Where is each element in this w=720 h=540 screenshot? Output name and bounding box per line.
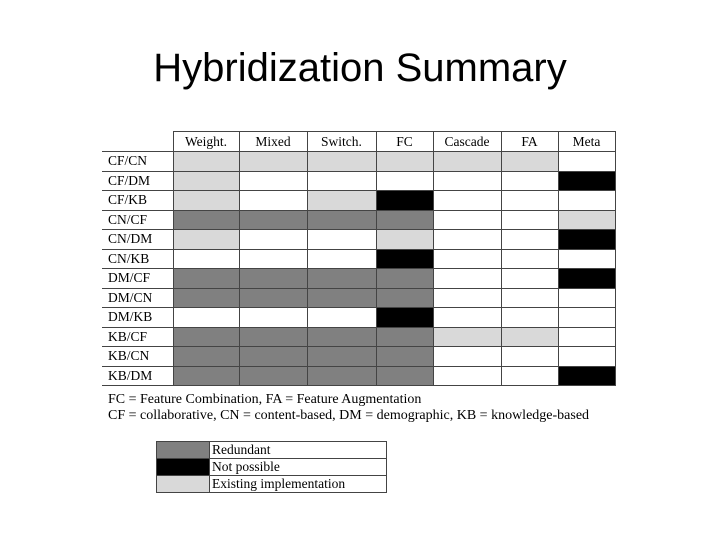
table-cell (307, 249, 376, 269)
table-cell (558, 191, 615, 211)
table-cell (376, 288, 433, 308)
table-corner (102, 132, 173, 152)
table-cell (173, 288, 239, 308)
table-cell (376, 366, 433, 386)
table-cell (239, 327, 307, 347)
table-row (102, 191, 615, 211)
row-label: DM/CF (102, 269, 173, 289)
abbreviation-note: CF = collaborative, CN = content-based, DM = demographic, KB = knowledge-based (108, 408, 590, 423)
table-cell (307, 230, 376, 250)
table-cell (558, 230, 615, 250)
table-cell (307, 308, 376, 328)
table-cell (376, 269, 433, 289)
table-cell (173, 191, 239, 211)
table-cell (307, 191, 376, 211)
table-cell (501, 152, 558, 172)
table-cell (433, 366, 501, 386)
table-cell (433, 269, 501, 289)
table-cell (307, 210, 376, 230)
table-cell (501, 269, 558, 289)
table-cell (173, 171, 239, 191)
table-cell (307, 269, 376, 289)
table-cell (307, 347, 376, 367)
legend-swatch-redundant (157, 442, 210, 459)
row-label: CN/CF (102, 210, 173, 230)
table-cell (501, 230, 558, 250)
legend-item (157, 442, 387, 459)
table-row (102, 327, 615, 347)
table-cell (501, 191, 558, 211)
column-header: FC (376, 132, 433, 152)
row-label: CN/KB (102, 249, 173, 269)
table-cell (433, 249, 501, 269)
table-cell (558, 171, 615, 191)
table-cell (376, 308, 433, 328)
table-row (102, 347, 615, 367)
table-cell (376, 249, 433, 269)
table-cell (307, 327, 376, 347)
table-cell (173, 230, 239, 250)
table-cell (501, 171, 558, 191)
legend-swatch-not-possible (157, 459, 210, 476)
table-cell (239, 152, 307, 172)
table-row (102, 171, 615, 191)
table-cell (239, 366, 307, 386)
column-header: Cascade (433, 132, 501, 152)
table-cell (501, 327, 558, 347)
table-cell (501, 366, 558, 386)
table-cell (376, 210, 433, 230)
table-cell (376, 347, 433, 367)
table-cell (239, 171, 307, 191)
table-cell (376, 171, 433, 191)
table-row (102, 366, 615, 386)
table-cell (239, 347, 307, 367)
table-cell (239, 191, 307, 211)
row-label: KB/DM (102, 366, 173, 386)
table-cell (433, 230, 501, 250)
table-cell (558, 347, 615, 367)
table-cell (239, 249, 307, 269)
legend-swatch-existing (157, 476, 210, 493)
row-label: CN/DM (102, 230, 173, 250)
table-cell (173, 327, 239, 347)
legend-item (157, 476, 387, 493)
table-cell (558, 308, 615, 328)
table-cell (173, 366, 239, 386)
table-cell (558, 366, 615, 386)
table-cell (173, 347, 239, 367)
table-cell (173, 210, 239, 230)
hybridization-table (102, 131, 616, 386)
column-header: FA (501, 132, 558, 152)
column-header: Mixed (239, 132, 307, 152)
legend-item (157, 459, 387, 476)
table-cell (376, 191, 433, 211)
table-cell (558, 269, 615, 289)
column-header: Switch. (307, 132, 376, 152)
row-label: KB/CF (102, 327, 173, 347)
legend-label: Existing implementation (210, 476, 387, 493)
table-cell (173, 269, 239, 289)
legend (156, 441, 387, 493)
table-cell (433, 152, 501, 172)
table-cell (558, 327, 615, 347)
table-cell (558, 288, 615, 308)
table-cell (433, 308, 501, 328)
table-cell (433, 171, 501, 191)
row-label: CF/KB (102, 191, 173, 211)
legend-label: Redundant (210, 442, 387, 459)
table-row (102, 249, 615, 269)
table-cell (239, 210, 307, 230)
table-cell (239, 308, 307, 328)
row-label: DM/KB (102, 308, 173, 328)
table-cell (433, 347, 501, 367)
table-cell (376, 152, 433, 172)
table-cell (307, 152, 376, 172)
table-cell (376, 230, 433, 250)
table-cell (433, 327, 501, 347)
table-cell (173, 249, 239, 269)
row-label: CF/DM (102, 171, 173, 191)
table-cell (307, 366, 376, 386)
row-label: DM/CN (102, 288, 173, 308)
column-header: Meta (558, 132, 615, 152)
column-header: Weight. (173, 132, 239, 152)
table-cell (501, 210, 558, 230)
table-cell (501, 288, 558, 308)
slide-title: Hybridization Summary (153, 46, 567, 90)
legend-label: Not possible (210, 459, 387, 476)
table-cell (558, 152, 615, 172)
table-cell (376, 327, 433, 347)
row-label: CF/CN (102, 152, 173, 172)
table-header-row (102, 132, 615, 152)
table-cell (239, 230, 307, 250)
table-cell (239, 269, 307, 289)
table-row (102, 152, 615, 172)
table-cell (307, 171, 376, 191)
table-cell (501, 347, 558, 367)
table-row (102, 288, 615, 308)
table-cell (173, 308, 239, 328)
table-row (102, 308, 615, 328)
table-cell (239, 288, 307, 308)
table-cell (433, 210, 501, 230)
table-cell (433, 288, 501, 308)
table-cell (173, 152, 239, 172)
table-cell (501, 308, 558, 328)
table-row (102, 269, 615, 289)
table-row (102, 230, 615, 250)
abbreviation-note: FC = Feature Combination, FA = Feature Augmentation (108, 392, 422, 407)
table-cell (501, 249, 558, 269)
table-row (102, 210, 615, 230)
table-cell (558, 249, 615, 269)
row-label: KB/CN (102, 347, 173, 367)
table-cell (307, 288, 376, 308)
table-cell (433, 191, 501, 211)
table-cell (558, 210, 615, 230)
